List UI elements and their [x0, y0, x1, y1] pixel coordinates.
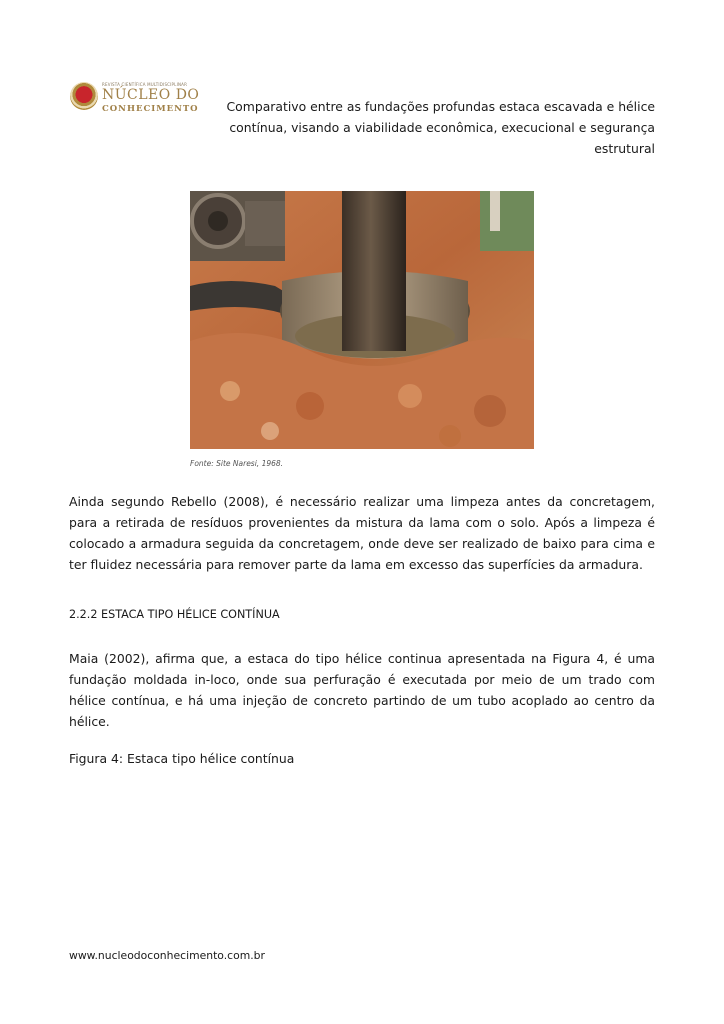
logo-tagline: REVISTA CIENTÍFICA MULTIDISCIPLINAR: [102, 82, 188, 87]
running-header-title: Comparativo entre as fundações profundas estaca escavada e hélice contínua, visando a viabilidade econômica, execucional e segurança estrutural: [226, 99, 655, 156]
logo-name: NÚCLEO DO: [102, 87, 200, 103]
figure-source: Fonte: Site Naresi, 1968.: [190, 459, 284, 468]
body-paragraph-2: Maia (2002), afirma que, a estaca do tipo hélice continua apresentada na Figura 4, é uma fundação moldada in-loco, onde sua perfuração é executada por meio de um trado com hélice contínua, e há uma injeção de concreto partindo de um tubo acoplado ao centro da hélice.: [69, 651, 655, 729]
crest-logo-icon: [70, 82, 98, 110]
section-heading: 2.2.2 ESTACA TIPO HÉLICE CONTÍNUA: [69, 608, 280, 621]
logo-subtitle: CONHECIMENTO: [102, 104, 199, 114]
body-paragraph-1: Ainda segundo Rebello (2008), é necessário realizar uma limpeza antes da concretagem, para a retirada de resíduos provenientes da mistura da lama com o solo. Após a limpeza é colocado a armadura seguida da concretagem, onde deve ser realizado de baixo para cima e ter fluidez necessária para remover parte da lama em excesso das superfícies da armadura.: [69, 494, 655, 572]
drilling-site-photo: [190, 191, 534, 449]
figure-caption: Figura 4: Estaca tipo hélice contínua: [69, 751, 295, 766]
journal-logo: [70, 80, 200, 114]
footer-url: www.nucleodoconhecimento.com.br: [69, 949, 265, 962]
